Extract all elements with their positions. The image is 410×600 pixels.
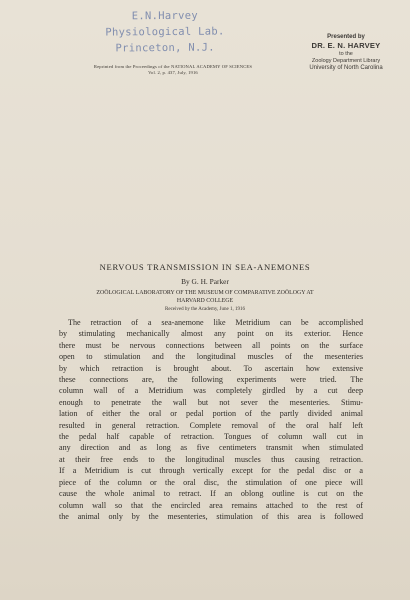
body-line: If a Metridium is cut through vertically except for the pedal disc or a <box>59 466 363 476</box>
body-line: the pedal half capable of retraction. Tongues of column wall cut in <box>59 432 363 442</box>
body-line: column wall so that the encircled area remains attached to the rest of <box>59 500 363 510</box>
stamp-line-place: Princeton, N.J. <box>115 41 215 55</box>
university-name: University of North Carolina <box>309 65 383 71</box>
article-author: By G. H. Parker <box>181 277 229 286</box>
owner-ink-stamp <box>100 7 230 56</box>
article-title: NERVOUS TRANSMISSION IN SEA-ANEMONES <box>99 262 311 272</box>
author-affiliation <box>84 289 326 305</box>
body-line: any direction and as long as five centimeters transmit when stimulated <box>59 443 363 453</box>
body-line: these connections are, the following experiments were tried. The <box>59 375 363 385</box>
reprint-note-line-1: Reprinted from the Proceedings of the NATIONAL ACADEMY OF SCIENCES <box>93 64 253 69</box>
to-the-label: to the <box>339 51 353 57</box>
reprint-note-line-2: Vol. 2, p. 437, July, 1916 <box>148 70 198 75</box>
body-line: resulted in general retraction. Complete removal of the oral half left <box>59 420 363 430</box>
body-line: by stimulating mechanically almost any point on its exterior. Hence <box>59 329 363 339</box>
body-line: the animal only by the mesenteries, stimulation of this area is followed <box>59 511 363 521</box>
body-line: open to stimulation and the longitudinal muscles of the mesenteries <box>59 352 363 362</box>
article-body <box>59 317 363 522</box>
presented-by-label: Presented by <box>327 34 365 40</box>
body-line: cause the whole animal to retract. If an oblong outline is cut on the <box>59 489 363 499</box>
stamp-line-lab: Physiological Lab. <box>105 25 225 39</box>
body-line: at their free ends to the longitudinal muscles thus causing retraction. <box>59 454 363 464</box>
library-donation-stamp <box>292 33 400 72</box>
stamp-line-name: E.N.Harvey <box>131 9 199 23</box>
received-date: Received by the Academy, June 1, 1916 <box>165 307 245 312</box>
affiliation-line-2: HARVARD COLLEGE <box>176 298 234 304</box>
library-name: Zoology Department Library <box>311 58 381 64</box>
body-line: The retraction of a sea-anemone like Metridium can be accomplished <box>68 318 363 327</box>
body-line: lation of either the oral or pedal portion of the partly divided animal <box>59 409 363 419</box>
affiliation-line-1: ZOÖLOGICAL LABORATORY OF THE MUSEUM OF COMPARATIVE ZOÖLOGY AT <box>96 290 314 296</box>
body-line: by which retraction is brought about. To ascertain how extensive <box>59 363 363 373</box>
body-line: enough to penetrate the wall but not sever the mesenteries. Stimu- <box>59 397 363 407</box>
donor-name: DR. E. N. HARVEY <box>311 41 381 50</box>
body-line: column wall of a Metridium was completely girdled by a cut deep <box>59 386 363 396</box>
body-line: piece of the column or the oral disc, the stimulation of one piece will <box>59 477 363 487</box>
reprint-note <box>58 64 288 76</box>
body-line: there must be nervous connections between all points on the surface <box>59 340 363 350</box>
